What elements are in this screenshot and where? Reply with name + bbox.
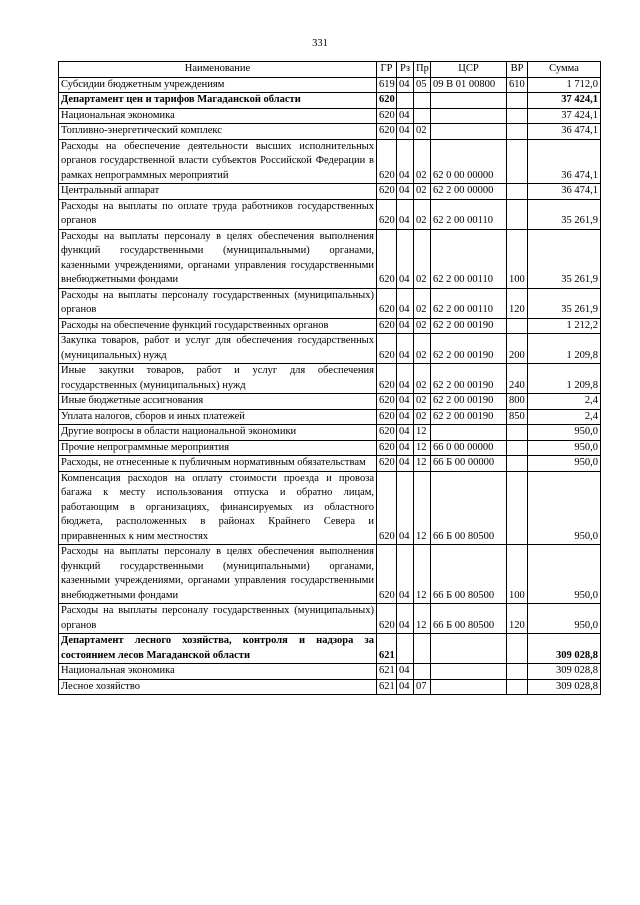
cell-gr: 620: [377, 456, 397, 472]
cell-name: Расходы на выплаты персоналу государственных (муниципальных) органов: [59, 288, 377, 318]
table-row: [59, 77, 601, 93]
cell-rz: [397, 93, 414, 109]
table-row: [59, 634, 601, 664]
table-row: [59, 664, 601, 680]
cell-vr: 610: [507, 77, 528, 93]
cell-gr: 620: [377, 288, 397, 318]
table-row: [59, 679, 601, 695]
cell-pr: 02: [414, 318, 431, 334]
cell-rz: 04: [397, 664, 414, 680]
cell-pr: [414, 634, 431, 664]
cell-gr: 621: [377, 679, 397, 695]
cell-pr: 02: [414, 364, 431, 394]
cell-rz: 04: [397, 364, 414, 394]
cell-csr: [431, 124, 507, 140]
cell-pr: 02: [414, 184, 431, 200]
table-row: [59, 425, 601, 441]
cell-pr: 02: [414, 124, 431, 140]
cell-rz: 04: [397, 425, 414, 441]
cell-rz: [397, 634, 414, 664]
cell-gr: 620: [377, 394, 397, 410]
cell-rz: 04: [397, 440, 414, 456]
cell-vr: [507, 124, 528, 140]
cell-sum: 1 209,8: [528, 334, 601, 364]
cell-name: Прочие непрограммные мероприятия: [59, 440, 377, 456]
header-rz: Рз: [397, 62, 414, 78]
cell-gr: 620: [377, 184, 397, 200]
cell-gr: 620: [377, 471, 397, 545]
table-row: [59, 545, 601, 604]
cell-vr: [507, 108, 528, 124]
cell-pr: 12: [414, 440, 431, 456]
cell-name: Национальная экономика: [59, 664, 377, 680]
cell-gr: 620: [377, 409, 397, 425]
cell-name: Департамент лесного хозяйства, контроля и надзора за состоянием лесов Магаданской области: [59, 634, 377, 664]
cell-pr: 12: [414, 604, 431, 634]
cell-rz: 04: [397, 409, 414, 425]
header-vr: ВР: [507, 62, 528, 78]
cell-gr: 620: [377, 108, 397, 124]
cell-sum: 35 261,9: [528, 229, 601, 288]
cell-vr: [507, 93, 528, 109]
cell-csr: [431, 679, 507, 695]
cell-name: Департамент цен и тарифов Магаданской области: [59, 93, 377, 109]
cell-pr: 02: [414, 139, 431, 184]
cell-name: Топливно-энергетический комплекс: [59, 124, 377, 140]
cell-vr: [507, 425, 528, 441]
cell-pr: 02: [414, 288, 431, 318]
cell-rz: 04: [397, 139, 414, 184]
header-sum: Сумма: [528, 62, 601, 78]
header-csr: ЦСР: [431, 62, 507, 78]
cell-gr: 620: [377, 124, 397, 140]
cell-sum: 1 212,2: [528, 318, 601, 334]
cell-pr: [414, 93, 431, 109]
cell-csr: 09 В 01 00800: [431, 77, 507, 93]
table-row: [59, 124, 601, 140]
cell-sum: 950,0: [528, 604, 601, 634]
cell-vr: [507, 634, 528, 664]
cell-csr: 66 Б 00 80500: [431, 471, 507, 545]
cell-vr: [507, 184, 528, 200]
table-row: [59, 604, 601, 634]
cell-csr: 66 Б 00 00000: [431, 456, 507, 472]
table-row: [59, 409, 601, 425]
cell-rz: 04: [397, 288, 414, 318]
table-row: [59, 334, 601, 364]
cell-vr: 800: [507, 394, 528, 410]
cell-name: Закупка товаров, работ и услуг для обеспечения государственных (муниципальных) нужд: [59, 334, 377, 364]
cell-gr: 620: [377, 545, 397, 604]
table-row: [59, 318, 601, 334]
table-row: [59, 184, 601, 200]
cell-rz: 04: [397, 184, 414, 200]
cell-csr: 62 2 00 00190: [431, 318, 507, 334]
cell-gr: 620: [377, 199, 397, 229]
cell-rz: 04: [397, 545, 414, 604]
cell-pr: 05: [414, 77, 431, 93]
cell-gr: 620: [377, 139, 397, 184]
cell-name: Национальная экономика: [59, 108, 377, 124]
cell-name: Центральный аппарат: [59, 184, 377, 200]
cell-gr: 620: [377, 334, 397, 364]
cell-gr: 620: [377, 364, 397, 394]
header-name: Наименование: [59, 62, 377, 78]
cell-rz: 04: [397, 604, 414, 634]
cell-sum: 309 028,8: [528, 664, 601, 680]
budget-table: [58, 61, 601, 695]
cell-sum: 36 474,1: [528, 124, 601, 140]
cell-pr: [414, 108, 431, 124]
table-row: [59, 108, 601, 124]
cell-csr: 62 2 00 00110: [431, 199, 507, 229]
table-row: [59, 440, 601, 456]
cell-sum: 35 261,9: [528, 199, 601, 229]
cell-name: Расходы на обеспечение деятельности высших исполнительных органов государственной власти субъектов Российской Федерации в рамках непрограммных мероприятий: [59, 139, 377, 184]
cell-vr: [507, 440, 528, 456]
cell-gr: 621: [377, 664, 397, 680]
cell-csr: 62 2 00 00110: [431, 288, 507, 318]
cell-sum: 35 261,9: [528, 288, 601, 318]
table-header-row: [59, 62, 601, 78]
cell-csr: [431, 425, 507, 441]
cell-vr: 120: [507, 288, 528, 318]
cell-csr: 62 2 00 00190: [431, 394, 507, 410]
cell-name: Расходы на выплаты персоналу в целях обеспечения выполнения функций государственными (муниципальными) органами, казенными учреждениями, органами управления государственными внебюджетными фондами: [59, 545, 377, 604]
table-row: [59, 199, 601, 229]
cell-csr: 62 2 00 00190: [431, 364, 507, 394]
cell-name: Лесное хозяйство: [59, 679, 377, 695]
cell-sum: 309 028,8: [528, 634, 601, 664]
cell-csr: 62 2 00 00110: [431, 229, 507, 288]
cell-sum: 309 028,8: [528, 679, 601, 695]
cell-vr: 240: [507, 364, 528, 394]
cell-vr: [507, 456, 528, 472]
cell-vr: [507, 679, 528, 695]
cell-sum: 37 424,1: [528, 108, 601, 124]
cell-vr: [507, 471, 528, 545]
cell-rz: 04: [397, 229, 414, 288]
table-row: [59, 288, 601, 318]
cell-csr: 62 2 00 00000: [431, 184, 507, 200]
cell-gr: 620: [377, 93, 397, 109]
cell-vr: [507, 139, 528, 184]
cell-rz: 04: [397, 77, 414, 93]
cell-pr: [414, 664, 431, 680]
cell-sum: 950,0: [528, 456, 601, 472]
cell-csr: 62 2 00 00190: [431, 409, 507, 425]
cell-csr: 62 2 00 00190: [431, 334, 507, 364]
cell-sum: 2,4: [528, 409, 601, 425]
cell-vr: 200: [507, 334, 528, 364]
cell-vr: 120: [507, 604, 528, 634]
cell-pr: 02: [414, 229, 431, 288]
cell-csr: [431, 93, 507, 109]
cell-sum: 950,0: [528, 471, 601, 545]
cell-pr: 12: [414, 425, 431, 441]
cell-rz: 04: [397, 199, 414, 229]
cell-name: Расходы, не отнесенные к публичным нормативным обязательствам: [59, 456, 377, 472]
table-row: [59, 471, 601, 545]
cell-name: Субсидии бюджетным учреждениям: [59, 77, 377, 93]
cell-pr: 02: [414, 394, 431, 410]
table-row: [59, 93, 601, 109]
cell-pr: 12: [414, 545, 431, 604]
cell-gr: 621: [377, 634, 397, 664]
cell-gr: 620: [377, 440, 397, 456]
cell-pr: 12: [414, 456, 431, 472]
cell-rz: 04: [397, 124, 414, 140]
cell-sum: 36 474,1: [528, 139, 601, 184]
cell-vr: 850: [507, 409, 528, 425]
cell-rz: 04: [397, 679, 414, 695]
table-row: [59, 364, 601, 394]
cell-sum: 950,0: [528, 440, 601, 456]
cell-gr: 620: [377, 318, 397, 334]
cell-rz: 04: [397, 108, 414, 124]
cell-rz: 04: [397, 334, 414, 364]
cell-sum: 1 209,8: [528, 364, 601, 394]
cell-name: Уплата налогов, сборов и иных платежей: [59, 409, 377, 425]
table-row: [59, 139, 601, 184]
cell-pr: 02: [414, 409, 431, 425]
table-body: [59, 77, 601, 695]
cell-csr: 66 0 00 00000: [431, 440, 507, 456]
cell-gr: 620: [377, 229, 397, 288]
cell-pr: 12: [414, 471, 431, 545]
cell-vr: [507, 199, 528, 229]
cell-sum: 36 474,1: [528, 184, 601, 200]
header-gr: ГР: [377, 62, 397, 78]
cell-gr: 620: [377, 604, 397, 634]
cell-name: Расходы на выплаты персоналу государственных (муниципальных) органов: [59, 604, 377, 634]
cell-sum: 2,4: [528, 394, 601, 410]
cell-rz: 04: [397, 456, 414, 472]
cell-rz: 04: [397, 394, 414, 410]
cell-pr: 02: [414, 199, 431, 229]
cell-name: Иные бюджетные ассигнования: [59, 394, 377, 410]
cell-vr: 100: [507, 545, 528, 604]
cell-vr: [507, 664, 528, 680]
cell-rz: 04: [397, 471, 414, 545]
cell-csr: 66 Б 00 80500: [431, 545, 507, 604]
cell-sum: 950,0: [528, 425, 601, 441]
cell-csr: 66 Б 00 80500: [431, 604, 507, 634]
cell-name: Расходы на обеспечение функций государственных органов: [59, 318, 377, 334]
cell-sum: 1 712,0: [528, 77, 601, 93]
cell-name: Расходы на выплаты персоналу в целях обеспечения выполнения функций государственными (муниципальными) органами, казенными учреждениями, органами управления государственными внебюджетными фондами: [59, 229, 377, 288]
cell-name: Другие вопросы в области национальной экономики: [59, 425, 377, 441]
page-number: 331: [312, 38, 328, 49]
cell-sum: 950,0: [528, 545, 601, 604]
cell-csr: 62 0 00 00000: [431, 139, 507, 184]
cell-csr: [431, 634, 507, 664]
cell-name: Иные закупки товаров, работ и услуг для обеспечения государственных (муниципальных) нужд: [59, 364, 377, 394]
cell-sum: 37 424,1: [528, 93, 601, 109]
header-pr: Пр: [414, 62, 431, 78]
cell-pr: 07: [414, 679, 431, 695]
cell-pr: 02: [414, 334, 431, 364]
cell-csr: [431, 108, 507, 124]
table-row: [59, 456, 601, 472]
table-row: [59, 394, 601, 410]
cell-vr: [507, 318, 528, 334]
cell-name: Компенсация расходов на оплату стоимости проезда и провоза багажа к месту использования отпуска и обратно лицам, работающим в организациях, финансируемых из областного бюджета, расположенных в районах Крайнего Севера и приравненных к ним местностях: [59, 471, 377, 545]
cell-gr: 619: [377, 77, 397, 93]
cell-vr: 100: [507, 229, 528, 288]
cell-csr: [431, 664, 507, 680]
cell-gr: 620: [377, 425, 397, 441]
cell-name: Расходы на выплаты по оплате труда работников государственных органов: [59, 199, 377, 229]
cell-rz: 04: [397, 318, 414, 334]
table-row: [59, 229, 601, 288]
